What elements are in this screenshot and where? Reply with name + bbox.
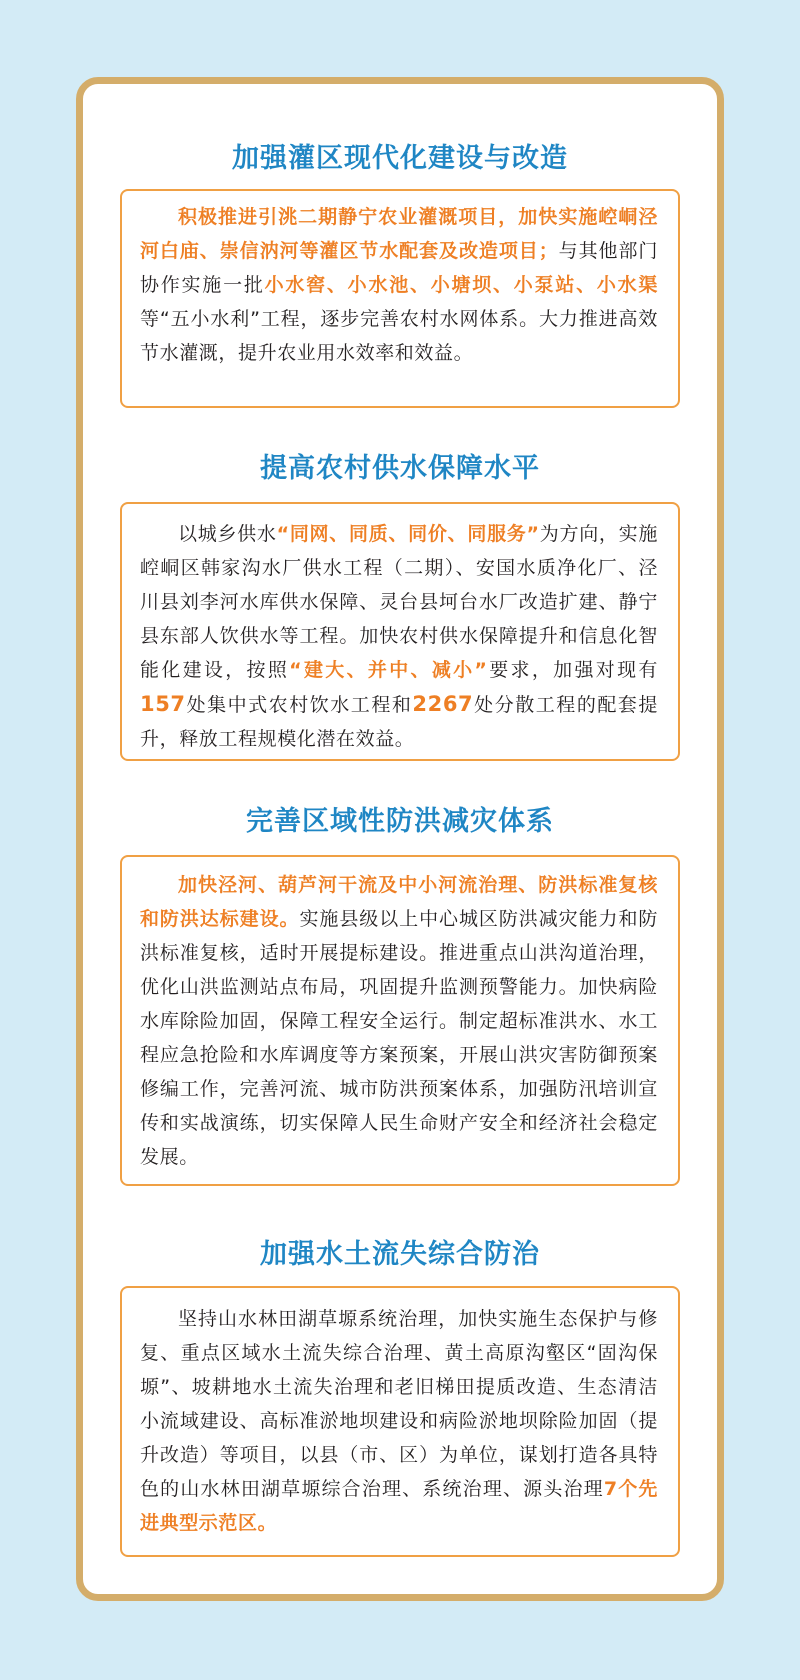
body-text: 以城乡供水 [178, 523, 277, 545]
highlight-number: 2267 [412, 692, 474, 716]
highlight-text: “建大、并中、减小” [289, 659, 488, 681]
highlight-text: 7个先进典型示范区。 [140, 1478, 658, 1534]
highlight-text: 积极推进引洮二期静宁农业灌溉项目，加快实施崆峒泾河白庙、崇信汭河等灌区节水配套及改造项目； [140, 206, 658, 262]
section-text-irrigation [140, 200, 658, 370]
highlight-text: 小水窖、小水池、小塘坝、小泵站、小水渠 [264, 274, 658, 296]
body-text: 处分散工程的配套提升，释放工程规模化潜在效益。 [140, 694, 659, 750]
body-text: 与其他部门协作实施一批 [140, 240, 658, 296]
body-text: 坚持山水林田湖草塬系统治理，加快实施生态保护与修复、重点区域水土流失综合治理、黄土高原沟壑区“固沟保塬”、坡耕地水土流失治理和老旧梯田提质改造、生态清洁小流域建设、高标准淤地坝建设和病险淤地坝除险加固（提升改造）等项目，以县（市、区）为单位，谋划打造各具特色的山水林田湖草塬综合治理、系统治理、源头治理 [140, 1308, 658, 1500]
section-box-water-supply [120, 502, 680, 761]
section-title-flood-control: 完善区域性防洪减灾体系 [246, 806, 554, 837]
section-title-soil-erosion: 加强水土流失综合防治 [260, 1239, 540, 1270]
highlight-text: 加快泾河、葫芦河干流及中小河流治理、防洪标准复核和防洪达标建设。 [140, 874, 658, 930]
section-title-irrigation: 加强灌区现代化建设与改造 [232, 143, 568, 174]
body-text: 实施县级以上中心城区防洪减灾能力和防洪标准复核，适时开展提标建设。推进重点山洪沟道治理，优化山洪监测站点布局，巩固提升监测预警能力。加快病险水库除险加固，保障工程安全运行。制定超标准洪水、水工程应急抢险和水库调度等方案预案，开展山洪灾害防御预案修编工作，完善河流、城市防洪预案体系，加强防汛培训宣传和实战演练，切实保障人民生命财产安全和经济社会稳定发展。 [140, 908, 658, 1168]
section-box-flood-control [120, 855, 680, 1186]
highlight-text: “同网、同质、同价、同服务” [276, 523, 540, 545]
body-text: 要求，加强对现有 [487, 659, 658, 681]
body-text: 处集中式农村饮水工程和 [185, 694, 413, 716]
section-box-soil-erosion [120, 1286, 680, 1557]
section-text-soil-erosion [140, 1302, 658, 1540]
section-box-irrigation [120, 189, 680, 408]
section-title-water-supply: 提高农村供水保障水平 [260, 453, 540, 484]
body-text: 为方向，实施崆峒区韩家沟水厂供水工程（二期）、安国水质净化厂、泾川县刘李河水库供水保障、灵台县坷台水厂改造扩建、静宁县东部人饮供水等工程。加快农村供水保障提升和信息化智能化建设，按照 [140, 523, 658, 681]
body-text: 等“五小水利”工程，逐步完善农村水网体系。大力推进高效节水灌溉，提升农业用水效率和效益。 [140, 308, 658, 364]
section-text-water-supply [140, 517, 658, 756]
section-text-flood-control [140, 868, 658, 1174]
highlight-number: 157 [140, 692, 186, 716]
